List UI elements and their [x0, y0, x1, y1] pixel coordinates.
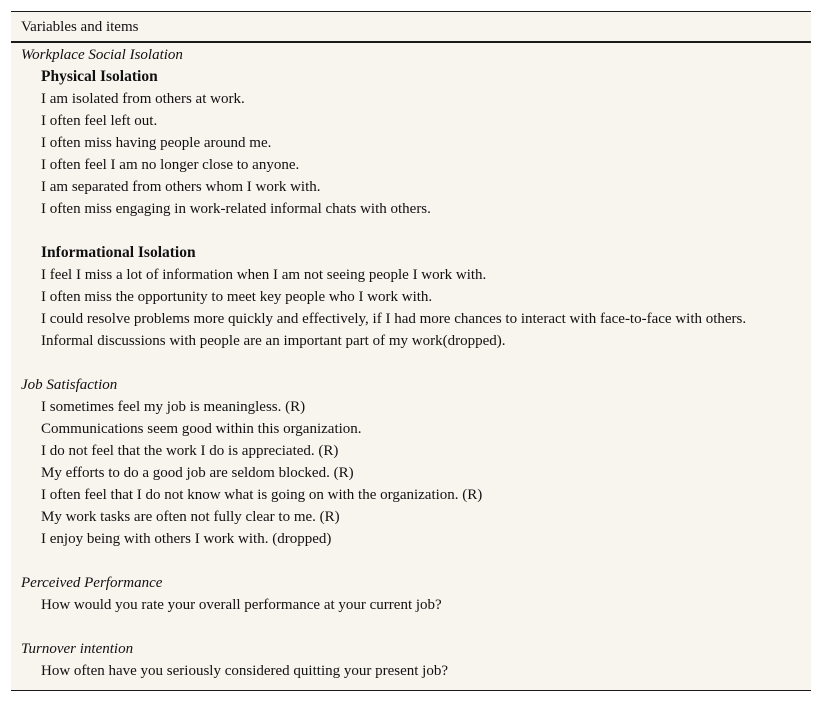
- subsection-title-physical-isolation: Physical Isolation: [41, 68, 158, 85]
- table-row: I enjoy being with others I work with. (dropped): [41, 531, 332, 547]
- table-row: I feel I miss a lot of information when I am not seeing people I work with.: [41, 267, 487, 283]
- subsection-title-informational-isolation: Informational Isolation: [41, 244, 196, 261]
- table-row: I could resolve problems more quickly and effectively, if I had more chances to interact with face-to-face with others.: [41, 311, 747, 327]
- section-title-turnover-intention: Turnover intention: [21, 641, 134, 657]
- variables-table: [11, 11, 811, 691]
- table-row: I often miss having people around me.: [41, 135, 272, 151]
- table-row: My work tasks are often not fully clear to me. (R): [41, 509, 340, 525]
- section-spacer: [11, 352, 811, 374]
- section-spacer: [11, 616, 811, 638]
- table-row: I often feel I am no longer close to anyone.: [41, 157, 300, 173]
- table-row: My efforts to do a good job are seldom blocked. (R): [41, 465, 354, 481]
- table-row: I am isolated from others at work.: [41, 91, 245, 107]
- table-row: I often miss the opportunity to meet key people who I work with.: [41, 289, 433, 305]
- section-title-job-satisfaction: Job Satisfaction: [21, 377, 118, 393]
- table-row: I am separated from others whom I work with.: [41, 179, 321, 195]
- table-row: I often miss engaging in work-related informal chats with others.: [41, 201, 431, 217]
- table-header: Variables and items: [11, 12, 811, 43]
- table-row: Communications seem good within this organization.: [41, 421, 362, 437]
- table-row: How would you rate your overall performance at your current job?: [41, 597, 442, 613]
- table-row: I often feel that I do not know what is going on with the organization. (R): [41, 487, 483, 503]
- table-body: [11, 43, 811, 682]
- table-row: I sometimes feel my job is meaningless. (R): [41, 399, 306, 415]
- table-row: Informal discussions with people are an important part of my work(dropped).: [41, 333, 506, 349]
- section-title-workplace-social-isolation: Workplace Social Isolation: [21, 47, 183, 63]
- table-row: I often feel left out.: [41, 113, 158, 129]
- section-title-perceived-performance: Perceived Performance: [21, 575, 163, 591]
- section-spacer: [11, 550, 811, 572]
- table-row: I do not feel that the work I do is appreciated. (R): [41, 443, 339, 459]
- section-spacer: [11, 220, 811, 242]
- table-row: How often have you seriously considered quitting your present job?: [41, 663, 448, 679]
